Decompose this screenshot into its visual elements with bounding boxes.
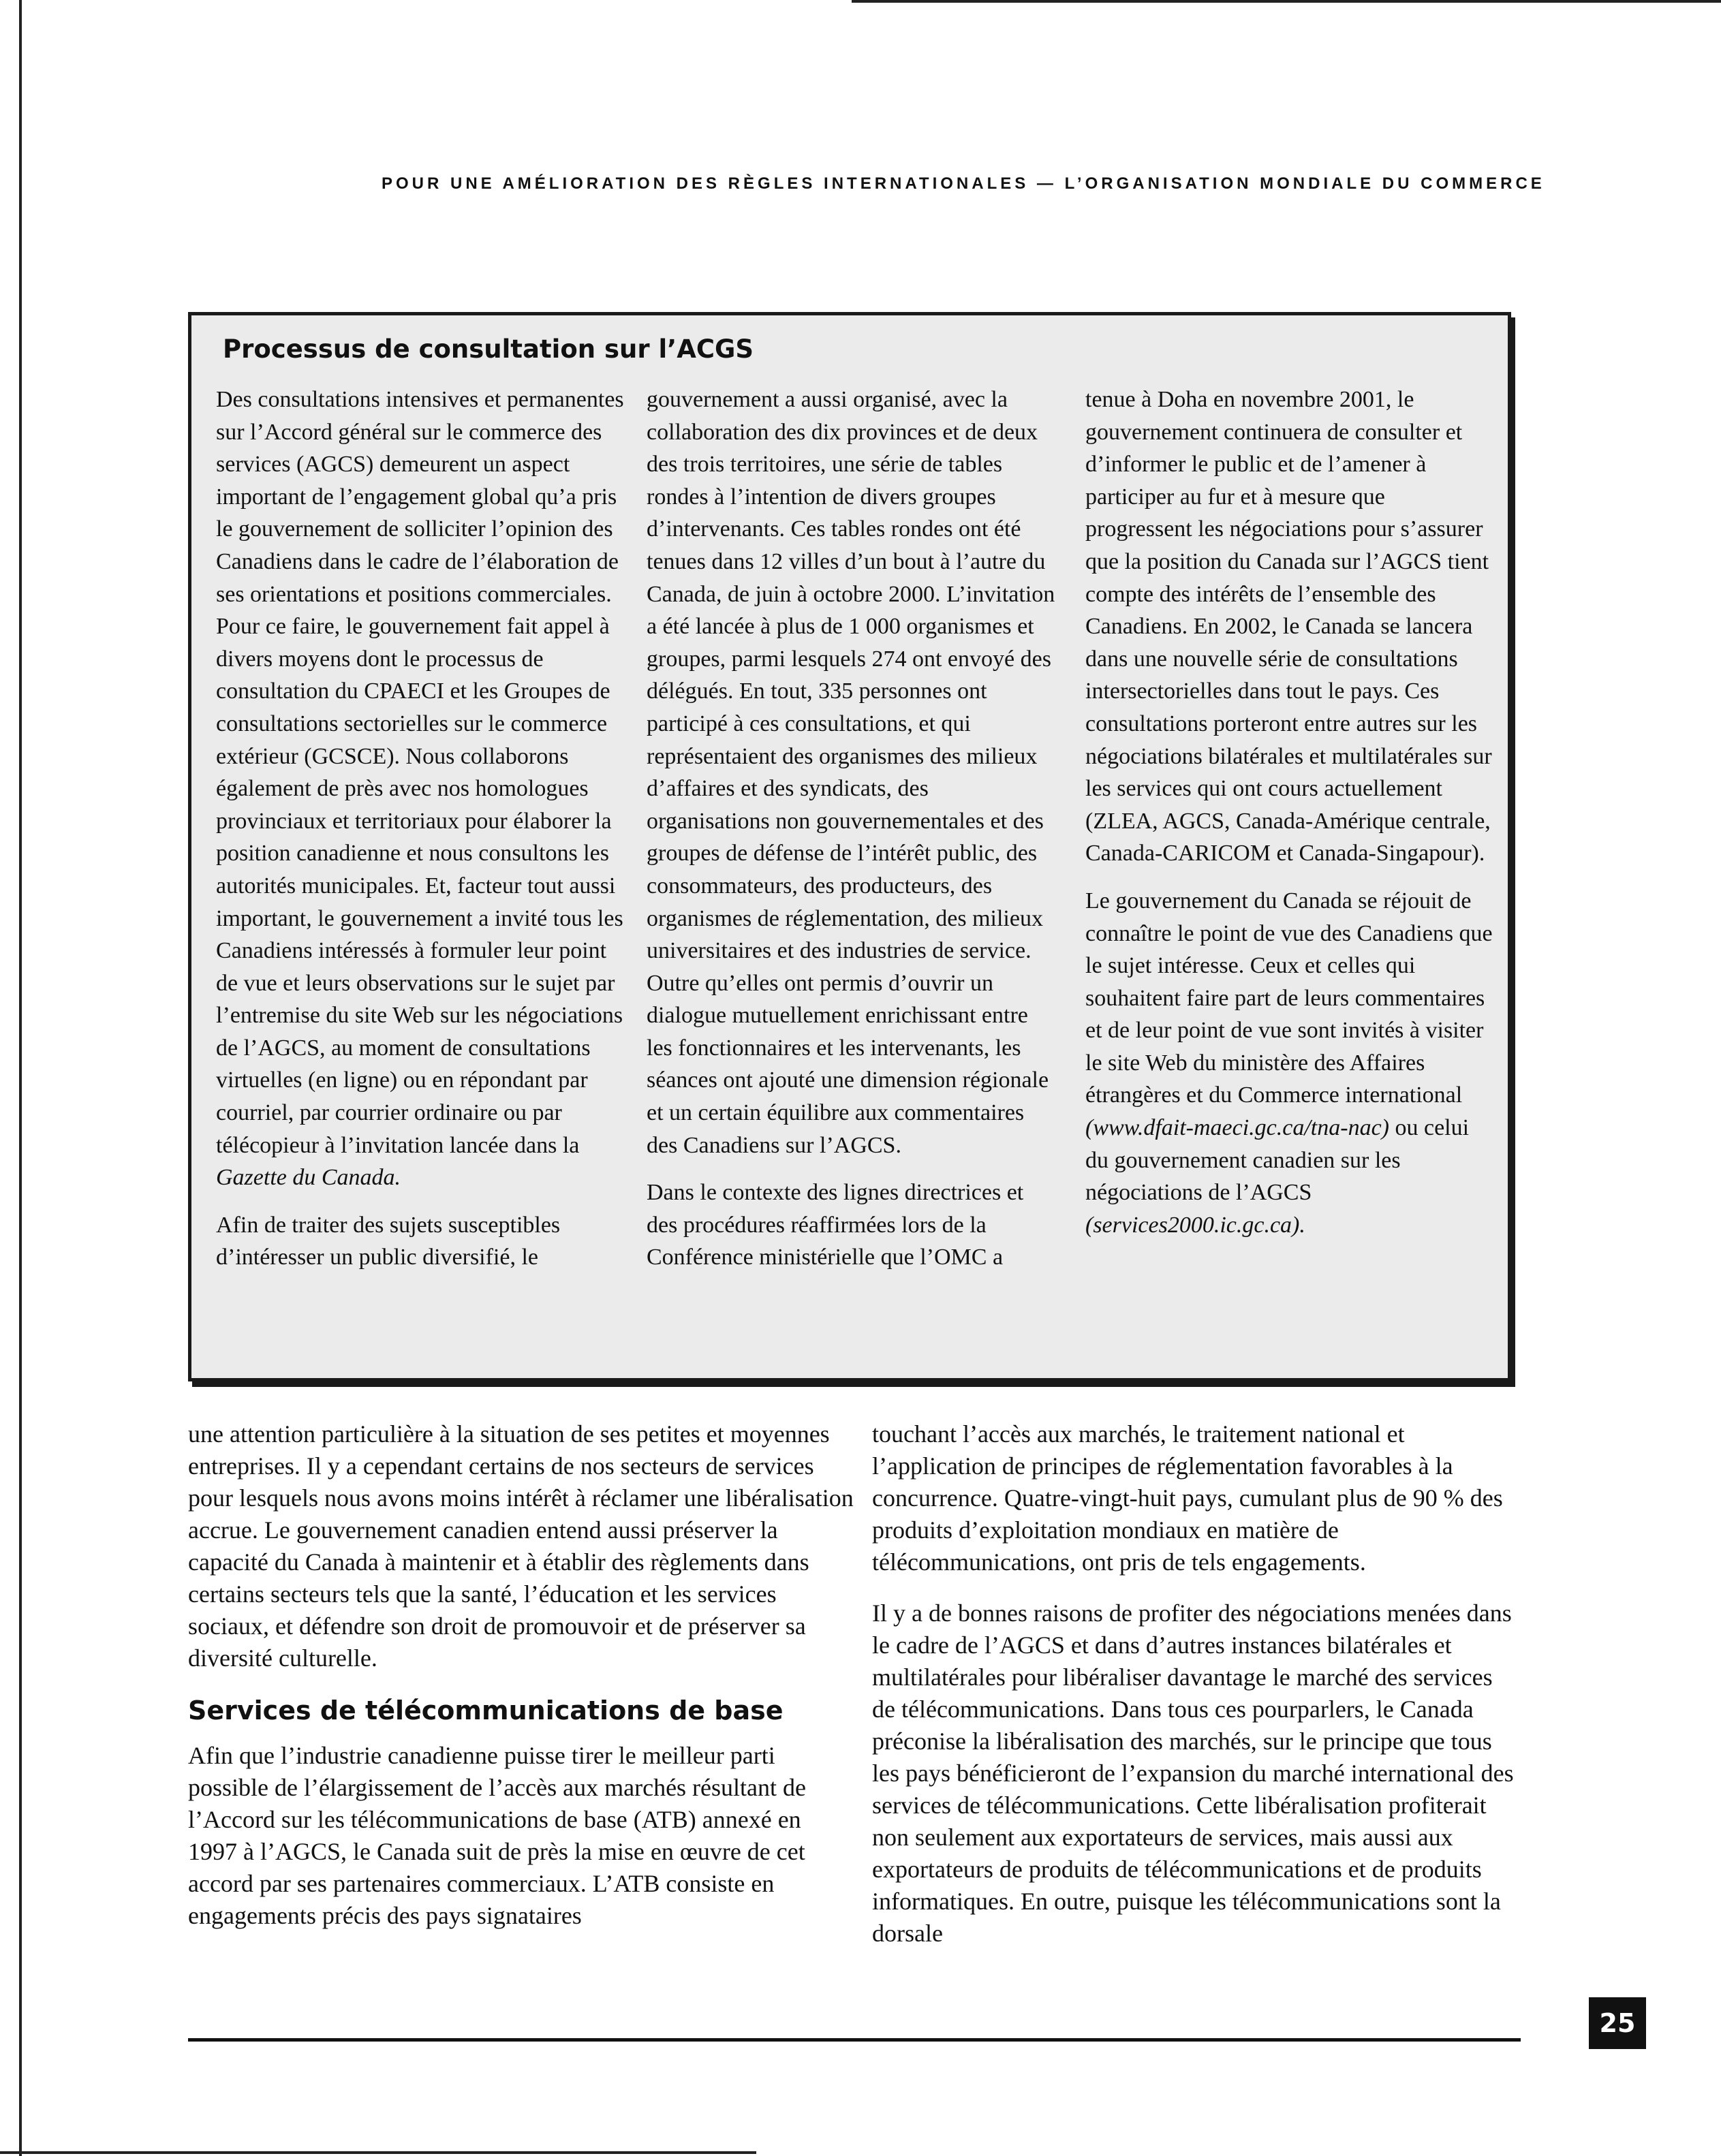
sidebar-text: Le gouvernement du Canada se réjouit de connaître le point de vue des Canadiens que le sujet intéresse. Ceux et celles qui souhaitent faire part de leurs commentaires et de leur point de vue sont invités à visiter le site Web du ministère des Affaires étrangères et du Commerce international [1085,888,1493,1108]
sidebar-column-1 [216,384,625,1289]
sidebar-paragraph [216,384,625,1194]
scan-edge-top [852,0,1721,3]
body-paragraph: une attention particulière à la situation de ses petites et moyennes entreprises. Il y a cependant certains de nos secteurs de services pour lesquels nous avons moins intérêt à réclamer une libéralisation accrue. Le gouvernement canadien entend aussi préserver la capacité du Canada à maintenir et à établir des règlements dans certains secteurs tels que la santé, l’éducation et les services sociaux, et défendre son droit de promouvoir et de préserver sa diversité culturelle. [188,1420,854,1672]
footer-rule [188,2038,1521,2042]
sidebar-text: ou celui du gouvernement canadien sur les négociations de l’AGCS [1085,1115,1470,1206]
sidebar-column-2 [647,384,1055,1289]
body-column-right [872,1418,1521,1969]
section-heading: Services de télécommunications de base [188,1696,784,1725]
scan-edge-bottom [0,2151,756,2154]
services2000-url: (services2000.ic.gc.ca). [1085,1212,1305,1238]
dfait-url: (www.dfait-maeci.gc.ca/tna-nac) [1085,1115,1389,1141]
body-paragraph: touchant l’accès aux marchés, le traitement national et l’application de principes de réglementation favorables à la concurrence. Quatre-vingt-huit pays, cumulant plus de 90 % des produits d’exploitation mondiaux en matière de télécommunications, ont pris de tels engagements. [872,1420,1503,1576]
sidebar-paragraph: Afin de traiter des sujets susceptibles d’intéresser un public diversifié, le [216,1212,561,1270]
sidebar-paragraph: Dans le contexte des lignes directrices et des procédures réaffirmées lors de la Conférence ministérielle que l’OMC a [647,1180,1024,1270]
body-column-left [188,1418,856,1951]
sidebar-column-3 [1085,384,1494,1256]
scan-edge-left [19,0,22,2156]
consultation-sidebar [188,312,1511,1381]
running-head: POUR UNE AMÉLIORATION DES RÈGLES INTERNATIONALES — L’ORGANISATION MONDIALE DU COMMERCE [382,174,1545,193]
body-paragraph: Il y a de bonnes raisons de profiter des négociations menées dans le cadre de l’AGCS et dans d’autres instances bilatérales et multilatérales pour libéraliser davantage le marché des services de télécommunications. Dans tous ces pourparlers, le Canada préconise la libéralisation des marchés, sur le principe que tous les pays bénéficieront de l’expansion du marché international des services de télécommunications. Cette libéralisation profiterait non seulement aux exportateurs de services, mais aussi aux exportateurs de produits de télécommunications et de produits informatiques. En outre, puisque les télécommunications sont la dorsale [872,1599,1514,1947]
sidebar-text: Des consultations intensives et permanentes sur l’Accord général sur le commerce des services (AGCS) demeurent un aspect important de l’engagement global qu’a pris le gouvernement de solliciter l’opinion des Canadiens dans le cadre de l’élaboration de ses orientations et positions commerciales. Pour ce faire, le gouvernement fait appel à divers moyens dont le processus de consultation du CPAECI et les Groupes de consultations sectorielles sur le commerce extérieur (GCSCE). Nous collaborons également de près avec nos homologues provinciaux et territoriaux pour élaborer la position canadienne et nous consultons les autorités municipales. Et, facteur tout aussi important, le gouvernement a invité tous les Canadiens intéressés à formuler leur point de vue et leurs observations sur le sujet par l’entremise du site Web sur les négociations de l’AGCS, au moment de consultations virtuelles (en ligne) ou en répondant par courriel, par courrier ordinaire ou par télécopieur à l’invitation lancée dans la [216,387,624,1158]
sidebar-paragraph: gouvernement a aussi organisé, avec la collaboration des dix provinces et de deux des trois territoires, une série de tables rondes à l’intention de divers groupes d’intervenants. Ces tables rondes ont été tenues dans 12 villes d’un bout à l’autre du Canada, de juin à octobre 2000. L’invitation a été lancée à plus de 1 000 organismes et groupes, parmi lesquels 274 ont envoyé des délégués. En tout, 335 personnes ont participé à ces consultations, et qui représentaient des organismes des milieux d’affaires et des syndicats, des organisations non gouvernementales et des groupes de défense de l’intérêt public, des consommateurs, des producteurs, des organismes de réglementation, des milieux universitaires et des industries de service. Outre qu’elles ont permis d’ouvrir un dialogue mutuellement enrichissant entre les fonctionnaires et les intervenants, les séances ont ajouté une dimension régionale et un certain équilibre aux commentaires des Canadiens sur l’AGCS. [647,387,1055,1158]
gazette-title: Gazette du Canada. [216,1165,401,1191]
sidebar-paragraph [1085,885,1494,1242]
sidebar-paragraph: tenue à Doha en novembre 2001, le gouvernement continuera de consulter et d’informer le public et de l’amener à participer au fur et à mesure que progressent les négociations pour s’assurer que la position du Canada sur l’AGCS tient compte des intérêts de l’ensemble des Canadiens. En 2002, le Canada se lancera dans une nouvelle série de consultations intersectorielles dans tout le pays. Ces consultations porteront entre autres sur les négociations bilatérales et multilatérales sur les services qui ont cours actuellement (ZLEA, AGCS, Canada-Amérique centrale, Canada-CARICOM et Canada-Singapour). [1085,387,1492,866]
body-paragraph: Afin que l’industrie canadienne puisse tirer le meilleur parti possible de l’élargissement de l’accès aux marchés résultant de l’Accord sur les télécommunications de base (ATB) annexé en 1997 à l’AGCS, le Canada suit de près la mise en œuvre de cet accord par ses partenaires commerciaux. L’ATB consiste en engagements précis des pays signataires [188,1742,806,1929]
sidebar-title: Processus de consultation sur l’ACGS [223,334,754,364]
page-number: 25 [1589,1997,1646,2049]
